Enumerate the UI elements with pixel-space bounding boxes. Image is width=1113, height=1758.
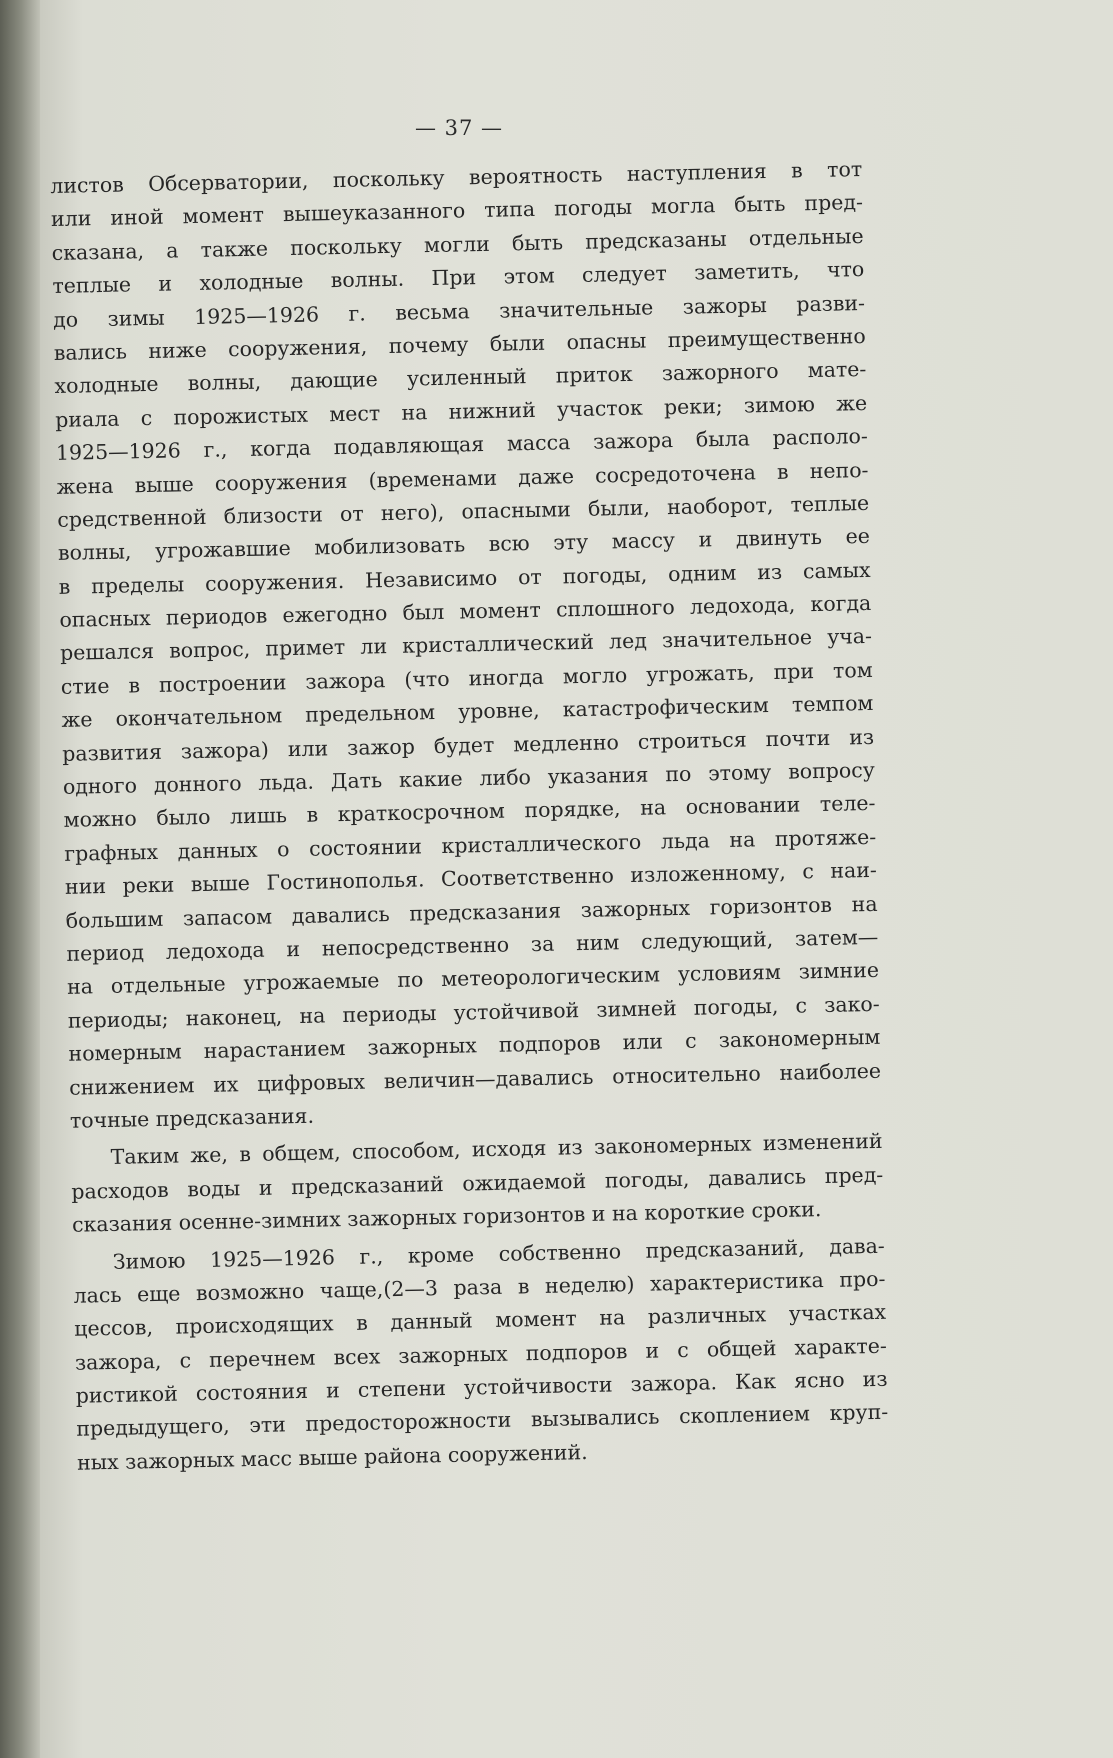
text-line: период ледохода и непосредственно за ним следующий, затем—	[66, 924, 879, 966]
text-line: волны, угрожавшие мобилизовать всю эту массу и двинуть ее	[57, 524, 871, 566]
text-line: номерным нарастанием зажорных подпоров или с закономерным	[68, 1024, 881, 1066]
text-line: развития зажора) или зажор будет медленно строиться почти из	[61, 724, 875, 766]
paragraph-2	[70, 1125, 884, 1242]
text-line: снижением их цифровых величин—давались относительно наиболее	[68, 1058, 882, 1100]
text-line: или иной момент вышеуказанного типа погоды могла быть пред-	[50, 190, 864, 232]
text-line: средственной близости от него), опасными были, наоборот, теплые	[57, 490, 870, 532]
text-line: на отдельные угрожаемые по метеорологическим условиям зимние	[66, 958, 880, 1000]
text-line: сказана, а также поскольку могли быть предсказаны отдельные	[51, 223, 864, 265]
text-line: одного донного льда. Дать какие либо указания по этому вопросу	[62, 757, 875, 799]
text-line: решался вопрос, примет ли кристаллический лед значительное уча-	[59, 624, 873, 666]
text-line: графных данных о состоянии кристаллического льда на протяже-	[64, 824, 877, 866]
text-line: риала с порожистых мест на нижний участок реки; зимою же	[54, 390, 868, 432]
page-number: — 37 —	[414, 116, 504, 140]
text-line: стие в построении зажора (что иногда могло угрожать, при том	[60, 657, 873, 699]
text-line: же окончательном предельном уровне, катастрофическим темпом	[61, 691, 874, 733]
text-line: большим запасом давались предсказания зажорных горизонтов на	[65, 891, 878, 933]
text-line: цессов, происходящих в данный момент на различных участках	[74, 1300, 887, 1342]
text-line: предыдущего, эти предосторожности вызывались скоплением круп-	[76, 1400, 889, 1442]
text-line: теплые и холодные волны. При этом следует заметить, что	[52, 257, 865, 299]
text-line: жена выше сооружения (временами даже сосредоточена в непо-	[56, 457, 869, 499]
text-line: нии реки выше Гостинополья. Соответственно изложенному, с наи-	[64, 858, 878, 900]
text-line: расходов воды и предсказаний ожидаемой погоды, давались пред-	[71, 1162, 884, 1204]
text-line: опасных периодов ежегодно был момент сплошного ледохода, когда	[59, 590, 872, 632]
text-line: холодные волны, дающие усиленный приток зажорного мате-	[54, 357, 867, 399]
book-page	[40, 0, 1113, 1758]
text-line: в пределы сооружения. Независимо от погоды, одним из самых	[58, 557, 871, 599]
text-line: зажора, с перечнем всех зажорных подпоров и с общей характе-	[74, 1333, 888, 1375]
paragraph-3	[73, 1229, 890, 1480]
paragraph-1	[50, 153, 882, 1138]
text-line: Таким же, в общем, способом, исходя из закономерных изменений	[110, 1129, 883, 1170]
text-line: ных зажорных масс выше района сооружений.	[76, 1439, 588, 1475]
text-line: 1925—1926 г., когда подавляющая масса зажора была располо-	[55, 424, 869, 466]
text-line: вались ниже сооружения, почему были опасны преимущественно	[53, 323, 866, 365]
text-line: сказания осенне-зимних зажорных горизонтов и на короткие сроки.	[71, 1197, 822, 1237]
text-line: точные предсказания.	[69, 1103, 315, 1133]
body-text	[50, 153, 889, 1480]
text-line: можно было лишь в краткосрочном порядке, на основании теле-	[63, 791, 876, 833]
text-line: листов Обсерватории, поскольку вероятность наступления в тот	[50, 156, 863, 198]
text-line: Зимою 1925—1926 г., кроме собственно предсказаний, дава-	[112, 1233, 885, 1274]
text-line: до зимы 1925—1926 г. весьма значительные зажоры разви-	[52, 290, 866, 332]
text-line: периоды; наконец, на периоды устойчивой зимней погоды, с зако-	[67, 991, 880, 1033]
text-line: ристикой состояния и степени устойчивости зажора. Как ясно из	[75, 1366, 888, 1408]
text-line: лась еще возможно чаще,(2—3 раза в неделю) характеристика про-	[73, 1266, 886, 1308]
